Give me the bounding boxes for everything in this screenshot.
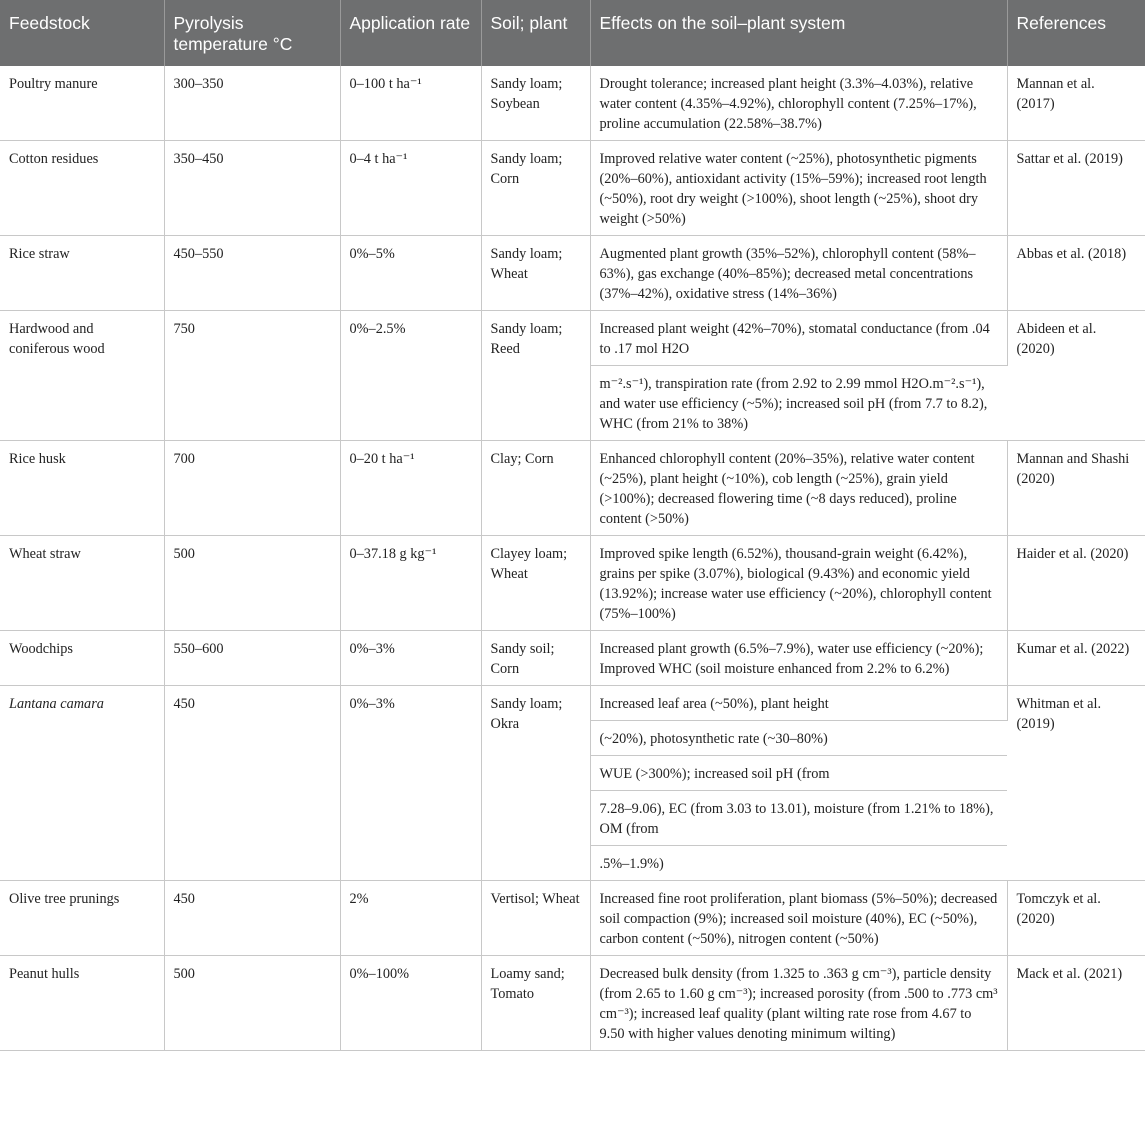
temperature-cell: 700 <box>164 441 340 536</box>
effects-cell: 7.28–9.06), EC (from 3.03 to 13.01), moisture (from 1.21% to 18%), OM (from <box>590 791 1007 846</box>
table-row <box>0 441 1145 536</box>
feedstock-cell: Rice husk <box>0 441 164 536</box>
temperature-cell: 450 <box>164 881 340 956</box>
feedstock-cell: Poultry manure <box>0 66 164 141</box>
effects-cell: Improved spike length (6.52%), thousand-grain weight (6.42%), grains per spike (3.07%), biological (9.43%) and economic yield (13.92%); increase water use efficiency (~20%), chlorophyll content (75%–100%) <box>590 536 1007 631</box>
feedstock-cell: Wheat straw <box>0 536 164 631</box>
header-references: References <box>1007 0 1145 66</box>
table-row <box>0 66 1145 141</box>
table-row <box>0 236 1145 311</box>
effects-cell: .5%–1.9%) <box>590 846 1007 881</box>
temperature-cell: 300–350 <box>164 66 340 141</box>
reference-cell: Haider et al. (2020) <box>1007 536 1145 631</box>
reference-cell: Mannan et al. (2017) <box>1007 66 1145 141</box>
feedstock-cell: Woodchips <box>0 631 164 686</box>
effects-cell: Decreased bulk density (from 1.325 to .363 g cm⁻³), particle density (from 2.65 to 1.60 g cm⁻³); increased porosity (from .500 to .773 cm³ cm⁻³); increased leaf quality (plant wilting rate rose from 4.67 to 9.50 with higher values denoting minimum wilting) <box>590 956 1007 1051</box>
table-row <box>0 881 1145 956</box>
soil-plant-cell: Sandy loam; Corn <box>481 141 590 236</box>
effects-cell: Augmented plant growth (35%–52%), chlorophyll content (58%–63%), gas exchange (40%–85%); decreased metal concentrations (37%–42%), oxidative stress (14%–36%) <box>590 236 1007 311</box>
temperature-cell: 550–600 <box>164 631 340 686</box>
table-row <box>0 956 1145 1051</box>
temperature-cell: 450 <box>164 686 340 881</box>
reference-cell: Whitman et al. (2019) <box>1007 686 1145 881</box>
reference-cell: Kumar et al. (2022) <box>1007 631 1145 686</box>
rate-cell: 0–20 t ha⁻¹ <box>340 441 481 536</box>
soil-plant-cell: Loamy sand; Tomato <box>481 956 590 1051</box>
table-row <box>0 311 1145 366</box>
table-row <box>0 631 1145 686</box>
soil-plant-cell: Sandy loam; Wheat <box>481 236 590 311</box>
rate-cell: 0%–2.5% <box>340 311 481 441</box>
temperature-cell: 350–450 <box>164 141 340 236</box>
rate-cell: 0%–3% <box>340 631 481 686</box>
header-soil-plant: Soil; plant <box>481 0 590 66</box>
soil-plant-cell: Sandy loam; Soybean <box>481 66 590 141</box>
soil-plant-cell: Clay; Corn <box>481 441 590 536</box>
effects-cell: Increased leaf area (~50%), plant height <box>590 686 1007 721</box>
soil-plant-cell: Sandy loam; Reed <box>481 311 590 441</box>
reference-cell: Mack et al. (2021) <box>1007 956 1145 1051</box>
header-effects: Effects on the soil–plant system <box>590 0 1007 66</box>
rate-cell: 0%–5% <box>340 236 481 311</box>
table-row <box>0 141 1145 236</box>
temperature-cell: 500 <box>164 956 340 1051</box>
table-body <box>0 66 1145 1051</box>
header-feedstock: Feedstock <box>0 0 164 66</box>
temperature-cell: 500 <box>164 536 340 631</box>
rate-cell: 0–100 t ha⁻¹ <box>340 66 481 141</box>
table-header <box>0 0 1145 66</box>
effects-cell: m⁻².s⁻¹), transpiration rate (from 2.92 to 2.99 mmol H2O.m⁻².s⁻¹), and water use efficiency (~5%); increased soil pH (from 7.7 to 8.2), WHC (from 21% to 38%) <box>590 366 1007 441</box>
reference-cell: Sattar et al. (2019) <box>1007 141 1145 236</box>
reference-cell: Abideen et al. (2020) <box>1007 311 1145 441</box>
reference-cell: Abbas et al. (2018) <box>1007 236 1145 311</box>
temperature-cell: 450–550 <box>164 236 340 311</box>
effects-cell: Increased plant growth (6.5%–7.9%), water use efficiency (~20%); Improved WHC (soil moisture enhanced from 2.2% to 6.2%) <box>590 631 1007 686</box>
effects-cell: Enhanced chlorophyll content (20%–35%), relative water content (~25%), plant height (~10%), cob length (~25%), grain yield (>100%); decreased flowering time (~8 days reduced), proline content (>50%) <box>590 441 1007 536</box>
effects-cell: Improved relative water content (~25%), photosynthetic pigments (20%–60%), antioxidant activity (15%–59%); increased root length (~50%), root dry weight (>100%), shoot length (~25%), shoot dry weight (>50%) <box>590 141 1007 236</box>
effects-cell: Drought tolerance; increased plant height (3.3%–4.03%), relative water content (4.35%–4.92%), chlorophyll content (7.25%–17%), proline accumulation (22.58%–38.7%) <box>590 66 1007 141</box>
reference-cell: Mannan and Shashi (2020) <box>1007 441 1145 536</box>
soil-plant-cell: Sandy soil; Corn <box>481 631 590 686</box>
effects-cell: WUE (>300%); increased soil pH (from <box>590 756 1007 791</box>
effects-cell: (~20%), photosynthetic rate (~30–80%) <box>590 721 1007 756</box>
rate-cell: 0%–100% <box>340 956 481 1051</box>
feedstock-cell: Lantana camara <box>0 686 164 881</box>
header-pyrolysis-temperature: Pyrolysis temperature °C <box>164 0 340 66</box>
effects-cell: Increased plant weight (42%–70%), stomatal conductance (from .04 to .17 mol H2O <box>590 311 1007 366</box>
temperature-cell: 750 <box>164 311 340 441</box>
soil-plant-cell: Sandy loam; Okra <box>481 686 590 881</box>
table-row <box>0 536 1145 631</box>
reference-cell: Tomczyk et al. (2020) <box>1007 881 1145 956</box>
feedstock-cell: Hardwood and coniferous wood <box>0 311 164 441</box>
table-row <box>0 686 1145 721</box>
feedstock-cell: Rice straw <box>0 236 164 311</box>
soil-plant-cell: Clayey loam; Wheat <box>481 536 590 631</box>
feedstock-cell: Cotton residues <box>0 141 164 236</box>
feedstock-cell: Peanut hulls <box>0 956 164 1051</box>
rate-cell: 0–4 t ha⁻¹ <box>340 141 481 236</box>
feedstock-cell: Olive tree prunings <box>0 881 164 956</box>
rate-cell: 0–37.18 g kg⁻¹ <box>340 536 481 631</box>
soil-plant-cell: Vertisol; Wheat <box>481 881 590 956</box>
rate-cell: 2% <box>340 881 481 956</box>
rate-cell: 0%–3% <box>340 686 481 881</box>
header-application-rate: Application rate <box>340 0 481 66</box>
effects-cell: Increased fine root proliferation, plant biomass (5%–50%); decreased soil compaction (9%); increased soil moisture (40%), EC (~50%), carbon content (~50%), nitrogen content (~50%) <box>590 881 1007 956</box>
header-row <box>0 0 1145 66</box>
